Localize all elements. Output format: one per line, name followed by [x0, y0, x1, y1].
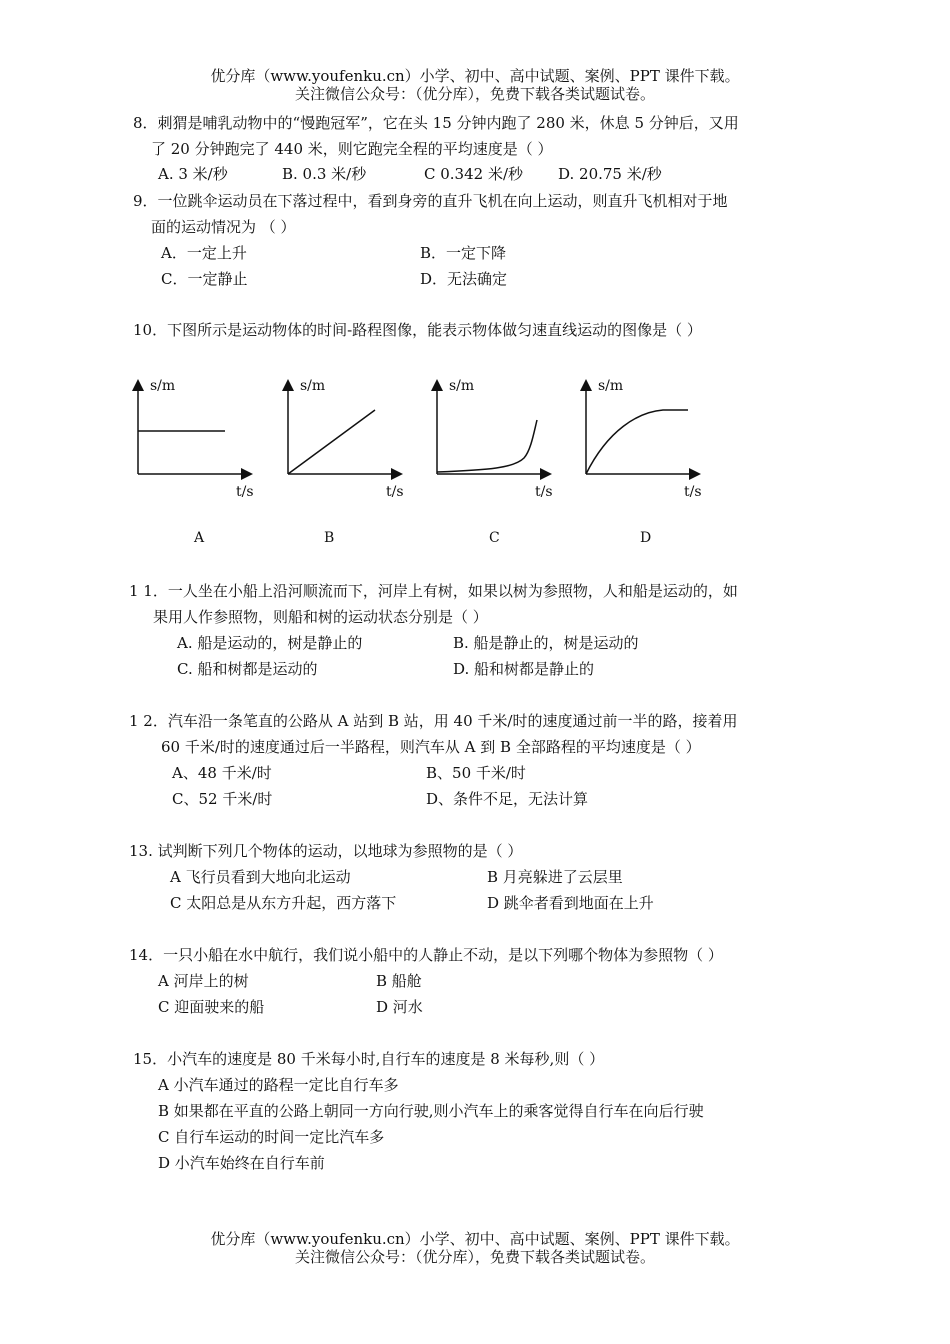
q9-stem-line-2: 面的运动情况为 （ ）	[151, 218, 296, 236]
q9-option-b: B．一定下降	[420, 244, 507, 262]
q14-option-b: B 船舱	[376, 972, 422, 990]
q10-stem: 10．下图所示是运动物体的时间-路程图像，能表示物体做匀速直线运动的图像是（ ）	[133, 321, 702, 339]
q15-option-b: B 如果都在平直的公路上朝同一方向行驶,则小汽车上的乘客觉得自行车在向后行驶	[158, 1102, 704, 1120]
q9-stem-line-1: 9．一位跳伞运动员在下落过程中，看到身旁的直升飞机在向上运动，则直升飞机相对于地	[133, 192, 728, 210]
graph-d-y-label: s/m	[598, 378, 624, 394]
q14-option-a: A 河岸上的树	[158, 972, 249, 990]
q14-option-c: C 迎面驶来的船	[158, 998, 265, 1016]
q11-option-a: A. 船是运动的，树是静止的	[177, 634, 363, 652]
graph-c-curve	[437, 420, 537, 472]
q12-option-a: A、48 千米/时	[172, 764, 272, 782]
q13-option-a: A 飞行员看到大地向北运动	[170, 868, 351, 886]
q12-option-b: B、50 千米/时	[426, 764, 526, 782]
header-line-1: 优分库（www.youfenku.cn）小学、初中、高中试题、案例、PPT 课件下载。	[210, 67, 740, 85]
graph-d-curve	[586, 410, 688, 474]
graph-a-x-label: t/s	[236, 484, 254, 500]
q9-option-d: D．无法确定	[420, 270, 508, 288]
q11-stem-line-1: 1 1．一人坐在小船上沿河顺流而下，河岸上有树，如果以树为参照物，人和船是运动的，如	[129, 582, 738, 600]
q12-stem-line-1: 1 2．汽车沿一条笔直的公路从 A 站到 B 站，用 40 千米/时的速度通过前一半的路，接着用	[129, 712, 738, 730]
graph-a-letter: A	[194, 530, 205, 546]
graph-b-letter: B	[324, 530, 335, 546]
q15-option-d: D 小汽车始终在自行车前	[158, 1154, 325, 1172]
q13-option-d: D 跳伞者看到地面在上升	[487, 894, 654, 912]
q15-option-a: A 小汽车通过的路程一定比自行车多	[158, 1076, 399, 1094]
q15-stem: 15．小汽车的速度是 80 千米每小时,自行车的速度是 8 米每秒,则（ ）	[133, 1050, 605, 1068]
q12-stem-line-2: 60 千米/时的速度通过后一半路程，则汽车从 A 到 B 全部路程的平均速度是（ ）	[161, 738, 701, 756]
q8-option-d: D. 20.75 米/秒	[558, 165, 662, 183]
graph-d	[568, 370, 718, 505]
graph-b-curve	[288, 410, 375, 474]
q13-stem: 13. 试判断下列几个物体的运动，以地球为参照物的是（ ）	[129, 842, 523, 860]
q8-option-c: C 0.342 米/秒	[424, 165, 524, 183]
q11-option-d: D. 船和树都是静止的	[453, 660, 595, 678]
q11-stem-line-2: 果用人作参照物，则船和树的运动状态分别是（ ）	[153, 608, 488, 626]
q9-option-a: A．一定上升	[161, 244, 247, 262]
graph-c-y-label: s/m	[449, 378, 475, 394]
footer-line-1: 优分库（www.youfenku.cn）小学、初中、高中试题、案例、PPT 课件下载。	[210, 1230, 740, 1248]
graph-c-letter: C	[489, 530, 500, 546]
q8-option-b: B. 0.3 米/秒	[282, 165, 367, 183]
q8-stem-line-2: 了 20 分钟跑完了 440 米，则它跑完全程的平均速度是（ ）	[151, 140, 553, 158]
q14-stem: 14．一只小船在水中航行，我们说小船中的人静止不动，是以下列哪个物体为参照物（ ）	[129, 946, 723, 964]
q15-option-c: C 自行车运动的时间一定比汽车多	[158, 1128, 385, 1146]
graph-c-x-label: t/s	[535, 484, 553, 500]
q11-option-b: B. 船是静止的，树是运动的	[453, 634, 639, 652]
q11-option-c: C. 船和树都是运动的	[177, 660, 318, 678]
q13-option-b: B 月亮躲进了云层里	[487, 868, 623, 886]
graph-b	[270, 370, 420, 505]
q8-stem-line-1: 8．刺猬是哺乳动物中的“慢跑冠军”，它在头 15 分钟内跑了 280 米，休息 5 分钟后，又用	[133, 114, 739, 132]
footer-line-2: 关注微信公众号：（优分库），免费下载各类试题试卷。	[294, 1248, 655, 1266]
graph-a	[120, 370, 270, 505]
graph-b-x-label: t/s	[386, 484, 404, 500]
q8-option-a: A. 3 米/秒	[158, 165, 228, 183]
graph-d-x-label: t/s	[684, 484, 702, 500]
q13-option-c: C 太阳总是从东方升起，西方落下	[170, 894, 397, 912]
q12-option-c: C、52 千米/时	[172, 790, 273, 808]
q14-option-d: D 河水	[376, 998, 423, 1016]
graph-d-letter: D	[640, 530, 652, 546]
header-line-2: 关注微信公众号：（优分库），免费下载各类试题试卷。	[294, 85, 655, 103]
q12-option-d: D、条件不足，无法计算	[426, 790, 589, 808]
q9-option-c: C．一定静止	[161, 270, 248, 288]
graph-c	[419, 370, 569, 505]
graph-b-y-label: s/m	[300, 378, 326, 394]
graph-a-y-label: s/m	[150, 378, 176, 394]
